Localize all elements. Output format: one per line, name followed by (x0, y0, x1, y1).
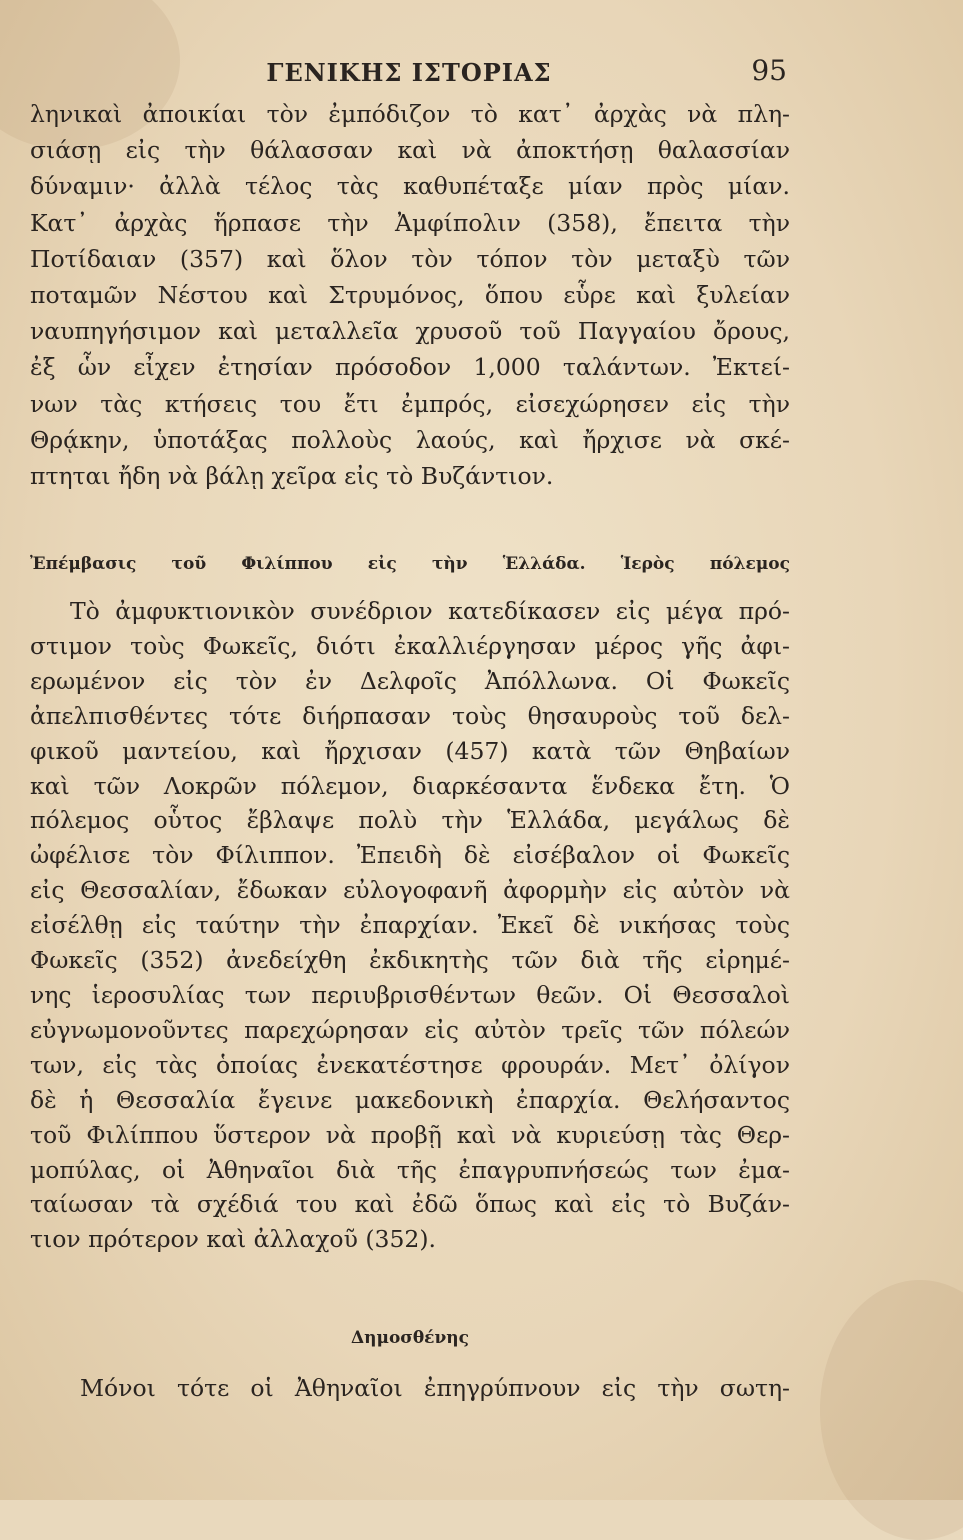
text-line: ἐξ ὧν εἶχεν ἐτησίαν πρόσοδον 1,000 ταλάντων. Ἐκτεί- (30, 353, 790, 382)
text-line: Φωκεῖς (352) ἀνεδείχθη ἐκδικητὴς τῶν διὰ τῆς εἰρημέ- (30, 946, 790, 975)
text-line: σιάσῃ εἰς τὴν θάλασσαν καὶ νὰ ἀποκτήσῃ θαλασσίαν (30, 136, 790, 165)
paper-stain (820, 1280, 963, 1540)
text-line: εἰς Θεσσαλίαν, ἔδωκαν εὐλογοφανῆ ἀφορμὴν εἰς αὐτὸν νὰ (30, 876, 790, 905)
text-line: ὠφέλισε τὸν Φίλιππον. Ἐπειδὴ δὲ εἰσέβαλον οἱ Φωκεῖς (30, 841, 790, 870)
text-line: Θρᾴκην, ὑποτάξας πολλοὺς λαούς, καὶ ἤρχισε νὰ σκέ- (30, 425, 790, 454)
subheading: Δημοσθένης (350, 1328, 470, 1348)
text-line: καὶ τῶν Λοκρῶν πόλεμον, διαρκέσαντα ἕνδεκα ἔτη. Ὁ (30, 771, 790, 800)
text-line: ερωμένον εἰς τὸν ἐν Δελφοῖς Ἀπόλλωνα. Οἱ Φωκεῖς (30, 666, 790, 695)
paragraph-2 (30, 594, 790, 1257)
text-line: Μόνοι τότε οἱ Ἀθηναῖοι ἐπηγρύπνουν εἰς τὴν σωτη- (80, 1374, 790, 1402)
text-line: νων τὰς κτήσεις του ἔτι ἐμπρός, εἰσεχώρησεν εἰς τὴν (30, 389, 790, 418)
text-line: πτηται ἤδη νὰ βάλῃ χεῖρα εἰς τὸ Βυζάντιον. (30, 462, 554, 491)
text-line: δύναμιν· ἀλλὰ τέλος τὰς καθυπέταξε μίαν πρὸς μίαν. (30, 172, 790, 201)
paragraph-1 (30, 96, 790, 494)
text-line: εὐγνωμονοῦντες παρεχώρησαν εἰς αὐτὸν τρεῖς τῶν πόλεών (30, 1015, 790, 1044)
page-number: 95 (751, 54, 787, 87)
text-line: ἀπελπισθέντες τότε διήρπασαν τοὺς θησαυροὺς τοῦ δελ- (30, 701, 790, 730)
section-heading: Ἐπέμβασις τοῦ Φιλίππου εἰς τὴν Ἑλλάδα. Ἱερὸς πόλεμος (30, 554, 790, 574)
text-line: τιον πρότερον καὶ ἀλλαχοῦ (352). (30, 1225, 436, 1254)
text-line: Ποτίδαιαν (357) καὶ ὅλον τὸν τόπον τὸν μεταξὺ τῶν (30, 244, 790, 273)
running-title: ΓΕΝΙΚΗΣ ΙΣΤΟΡΙΑΣ (266, 58, 552, 87)
text-line: Τὸ ἀμφυκτιονικὸν συνέδριον κατεδίκασεν εἰς μέγα πρό- (70, 597, 790, 625)
text-line: των, εἰς τὰς ὁποίας ἐνεκατέστησε φρουράν. Μετ᾽ ὀλίγον (30, 1050, 790, 1079)
text-line: μοπύλας, οἱ Ἀθηναῖοι διὰ τῆς ἐπαγρυπνήσεώς των ἐμα- (30, 1155, 790, 1184)
text-line: στιμον τοὺς Φωκεῖς, διότι ἐκαλλιέργησαν μέρος γῆς ἀφι- (30, 631, 790, 660)
text-line: ληνικαὶ ἀποικίαι τὸν ἐμπόδιζον τὸ κατ᾽ ἀρχὰς νὰ πλη- (30, 100, 790, 128)
text-line: νης ἱεροσυλίας των περιυβρισθέντων θεῶν. Οἱ Θεσσαλοὶ (30, 980, 790, 1009)
text-line: Κατ᾽ ἀρχὰς ἥρπασε τὴν Ἀμφίπολιν (358), ἔπειτα τὴν (30, 208, 790, 237)
text-line: ποταμῶν Νέστου καὶ Στρυμόνος, ὅπου εὗρε καὶ ξυλείαν (30, 281, 790, 310)
text-line: ταίωσαν τὰ σχέδιά του καὶ ἐδῶ ὅπως καὶ εἰς τὸ Βυζάν- (30, 1190, 790, 1219)
text-line: πόλεμος οὗτος ἔβλαψε πολὺ τὴν Ἑλλάδα, μεγάλως δὲ (30, 806, 790, 835)
text-line: ναυπηγήσιμον καὶ μεταλλεῖα χρυσοῦ τοῦ Παγγαίου ὄρους, (30, 317, 790, 346)
text-line: δὲ ἡ Θεσσαλία ἔγεινε μακεδονικὴ ἐπαρχία. Θελήσαντος (30, 1085, 790, 1114)
text-line: φικοῦ μαντείου, καὶ ἤρχισαν (457) κατὰ τῶν Θηβαίων (30, 736, 790, 765)
text-line: τοῦ Φιλίππου ὕστερον νὰ προβῇ καὶ νὰ κυριεύσῃ τὰς Θερ- (30, 1120, 790, 1149)
text-line: εἰσέλθῃ εἰς ταύτην τὴν ἐπαρχίαν. Ἐκεῖ δὲ νικήσας τοὺς (30, 911, 790, 940)
